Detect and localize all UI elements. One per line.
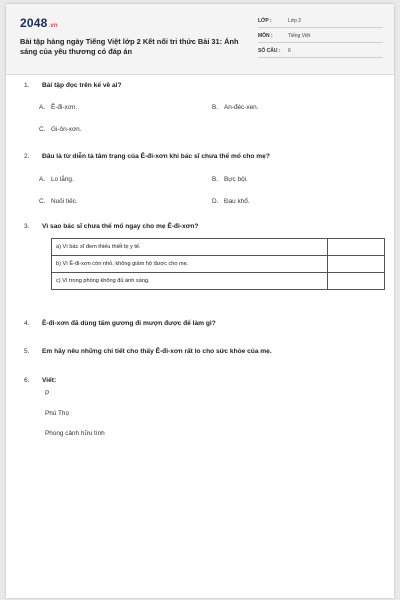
table-row xyxy=(52,273,385,290)
option-letter: B. xyxy=(212,176,219,183)
question-number: 1. xyxy=(24,82,30,89)
option-text: Đau khổ. xyxy=(224,198,250,205)
question-text: Bài tập đọc trên kể về ai? xyxy=(42,82,122,89)
statement-cell: b) Vì Ê-đi-xơn còn nhỏ, không giám hộ được cho mẹ. xyxy=(52,256,328,273)
true-false-table xyxy=(51,238,385,290)
statement-cell: c) Vì trong phòng không đủ ánh sáng. xyxy=(52,273,328,290)
option-letter: D. xyxy=(212,198,219,205)
table-row xyxy=(52,239,385,256)
answer-box[interactable] xyxy=(327,273,384,290)
option-text: Ê-đi-xơn. xyxy=(51,104,78,111)
question-count-field xyxy=(258,46,383,58)
question-text: Vì sao bác sĩ chưa thể mổ ngay cho mẹ Ê-đi-xơn? xyxy=(42,223,199,230)
class-value: Lớp 2 xyxy=(288,18,302,24)
worksheet xyxy=(6,4,394,598)
question-text: Viết: xyxy=(42,377,57,384)
question-text: Đâu là từ diễn tả tâm trạng của Ê-đi-xơn khi bác sĩ chưa thể mổ cho mẹ? xyxy=(42,153,270,160)
writing-line: P xyxy=(45,390,50,397)
answer-box[interactable] xyxy=(327,256,384,273)
option-letter: C. xyxy=(39,126,46,133)
option-text: Gi-ôn-xơn. xyxy=(51,126,82,133)
question-number: 4. xyxy=(24,320,30,327)
option-text: Nuối tiếc. xyxy=(51,198,78,205)
option-text: Bực bội. xyxy=(224,176,248,183)
option-letter: A. xyxy=(39,104,46,111)
worksheet-header xyxy=(6,4,394,75)
class-field xyxy=(258,16,383,28)
question-number: 3. xyxy=(24,223,30,230)
question-number: 2. xyxy=(24,153,30,160)
question-text: Em hãy nêu những chi tiết cho thấy Ê-đi-xơn rất lo cho sức khỏe của mẹ. xyxy=(42,348,272,355)
statement-cell: a) Vì bác sĩ đem thiếu thiết bị y tế. xyxy=(52,239,328,256)
logo-text: 2048 xyxy=(20,16,48,30)
subject-value: Tiếng Việt xyxy=(288,33,311,39)
worksheet-title: Bài tập hàng ngày Tiếng Việt lớp 2 Kết nối tri thức Bài 31: Ánh sáng của yêu thương có đáp án xyxy=(20,37,239,56)
class-label: LỚP : xyxy=(258,18,272,24)
logo-suffix: .vn xyxy=(48,23,58,29)
subject-label: MÔN : xyxy=(258,33,273,39)
option-letter: A. xyxy=(39,176,46,183)
answer-box[interactable] xyxy=(327,239,384,256)
question-count-label: SỐ CÂU : xyxy=(258,48,281,54)
site-logo[interactable] xyxy=(20,16,58,30)
option-text: Lo lắng. xyxy=(51,176,74,183)
table-row xyxy=(52,256,385,273)
option-letter: C. xyxy=(39,198,46,205)
question-number: 5. xyxy=(24,348,30,355)
option-text: An-đéc-xen. xyxy=(224,104,259,111)
option-letter: B. xyxy=(212,104,219,111)
writing-line: Phú Thọ xyxy=(45,410,70,417)
question-text: Ê-đi-xơn đã dùng tấm gương đi mượn được để làm gì? xyxy=(42,320,216,327)
question-number: 6. xyxy=(24,377,30,384)
question-count-value: 6 xyxy=(288,48,291,54)
writing-line: Phong cảnh hữu tình xyxy=(45,430,105,437)
subject-field xyxy=(258,31,383,43)
